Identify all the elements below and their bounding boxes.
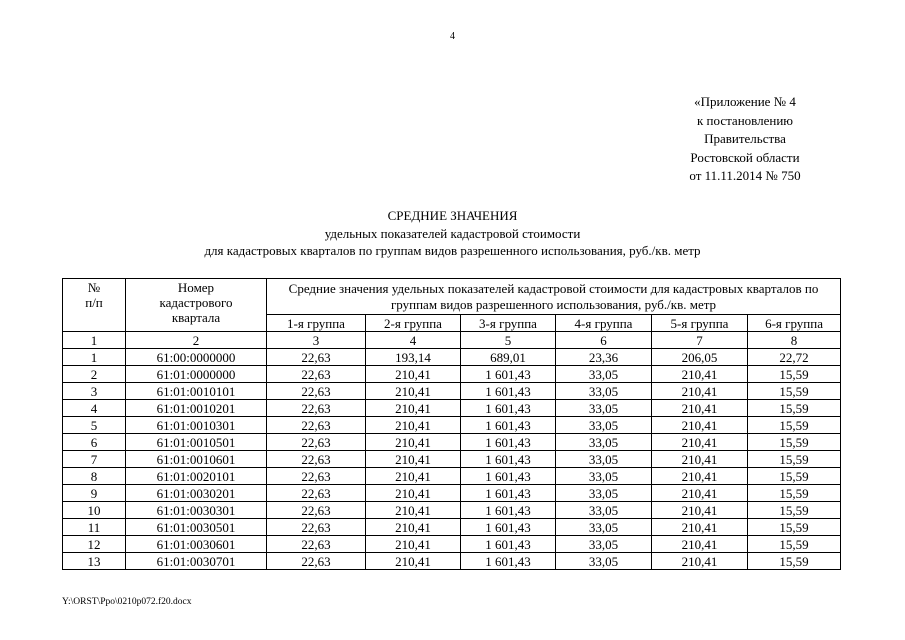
column-number: 6 <box>556 332 652 349</box>
table-row <box>63 349 841 366</box>
cell-quarter-number: 61:01:0010301 <box>126 417 267 434</box>
cell-group-2-value: 210,41 <box>366 553 461 570</box>
cell-group-5-value: 210,41 <box>652 383 748 400</box>
title-subtitle: удельных показателей кадастровой стоимости <box>324 225 581 241</box>
header-text: Номер <box>177 280 215 295</box>
header-group: 2-я группа <box>366 315 461 332</box>
cell-group-3-value: 1 601,43 <box>461 519 556 536</box>
title-main: СРЕДНИЕ ЗНАЧЕНИЯ <box>387 208 518 223</box>
cell-group-3-value: 689,01 <box>461 349 556 366</box>
cell-group-2-value: 210,41 <box>366 519 461 536</box>
cell-group-3-value: 1 601,43 <box>461 553 556 570</box>
cell-group-4-value: 33,05 <box>556 434 652 451</box>
cell-group-6-value: 22,72 <box>748 349 841 366</box>
column-number: 1 <box>63 332 126 349</box>
header-text: кадастрового <box>159 295 233 310</box>
cell-quarter-number: 61:01:0020101 <box>126 468 267 485</box>
cell-group-5-value: 210,41 <box>652 400 748 417</box>
cell-group-6-value: 15,59 <box>748 502 841 519</box>
cell-group-6-value: 15,59 <box>748 536 841 553</box>
cell-row-number: 11 <box>63 519 126 536</box>
cell-row-number: 8 <box>63 468 126 485</box>
cell-row-number: 10 <box>63 502 126 519</box>
table-header <box>63 279 841 349</box>
cell-group-2-value: 210,41 <box>366 383 461 400</box>
column-number: 3 <box>267 332 366 349</box>
appendix-line: Ростовской области <box>690 149 800 165</box>
table-row <box>63 485 841 502</box>
cell-row-number: 7 <box>63 451 126 468</box>
header-text: п/п <box>85 295 103 310</box>
cell-group-3-value: 1 601,43 <box>461 400 556 417</box>
cell-group-6-value: 15,59 <box>748 383 841 400</box>
cell-group-2-value: 210,41 <box>366 485 461 502</box>
cell-group-5-value: 210,41 <box>652 536 748 553</box>
cell-group-5-value: 210,41 <box>652 417 748 434</box>
header-text: квартала <box>171 310 221 325</box>
cell-group-3-value: 1 601,43 <box>461 434 556 451</box>
cell-group-2-value: 193,14 <box>366 349 461 366</box>
cadastral-values-table <box>62 278 841 570</box>
cell-group-3-value: 1 601,43 <box>461 366 556 383</box>
cell-row-number: 4 <box>63 400 126 417</box>
cell-quarter-number: 61:01:0010501 <box>126 434 267 451</box>
cell-group-3-value: 1 601,43 <box>461 451 556 468</box>
table-row <box>63 536 841 553</box>
cell-group-6-value: 15,59 <box>748 468 841 485</box>
cell-group-4-value: 33,05 <box>556 553 652 570</box>
cell-group-5-value: 210,41 <box>652 519 748 536</box>
cell-group-1-value: 22,63 <box>267 536 366 553</box>
header-group: 3-я группа <box>461 315 556 332</box>
cell-group-5-value: 210,41 <box>652 553 748 570</box>
cell-quarter-number: 61:01:0030701 <box>126 553 267 570</box>
cell-group-5-value: 206,05 <box>652 349 748 366</box>
cell-group-3-value: 1 601,43 <box>461 417 556 434</box>
header-group: 5-я группа <box>652 315 748 332</box>
cell-group-1-value: 22,63 <box>267 553 366 570</box>
cell-group-4-value: 33,05 <box>556 417 652 434</box>
cell-group-1-value: 22,63 <box>267 366 366 383</box>
document-title <box>0 207 905 260</box>
table-row <box>63 434 841 451</box>
cell-group-3-value: 1 601,43 <box>461 485 556 502</box>
cell-group-1-value: 22,63 <box>267 485 366 502</box>
header-quarter-number <box>126 279 267 332</box>
cell-group-1-value: 22,63 <box>267 519 366 536</box>
cell-group-5-value: 210,41 <box>652 468 748 485</box>
cell-row-number: 13 <box>63 553 126 570</box>
cell-group-5-value: 210,41 <box>652 485 748 502</box>
column-number: 2 <box>126 332 267 349</box>
cell-group-2-value: 210,41 <box>366 366 461 383</box>
table-row <box>63 400 841 417</box>
cell-group-4-value: 33,05 <box>556 502 652 519</box>
appendix-line: к постановлению <box>696 112 794 128</box>
cell-group-1-value: 22,63 <box>267 417 366 434</box>
cell-group-5-value: 210,41 <box>652 434 748 451</box>
cell-group-5-value: 210,41 <box>652 502 748 519</box>
table-row <box>63 417 841 434</box>
header-group: 4-я группа <box>556 315 652 332</box>
table-row <box>63 451 841 468</box>
appendix-reference <box>660 93 830 186</box>
appendix-line: Правительства <box>704 131 786 147</box>
header-group: 1-я группа <box>267 315 366 332</box>
column-number: 5 <box>461 332 556 349</box>
cell-group-3-value: 1 601,43 <box>461 468 556 485</box>
cell-group-3-value: 1 601,43 <box>461 502 556 519</box>
cell-group-6-value: 15,59 <box>748 519 841 536</box>
cell-group-2-value: 210,41 <box>366 417 461 434</box>
cell-group-3-value: 1 601,43 <box>461 383 556 400</box>
header-text: № <box>87 280 101 295</box>
column-number: 4 <box>366 332 461 349</box>
page-number: 4 <box>450 31 455 42</box>
cell-group-4-value: 33,05 <box>556 366 652 383</box>
cell-quarter-number: 61:01:0030601 <box>126 536 267 553</box>
cell-group-1-value: 22,63 <box>267 468 366 485</box>
cell-group-1-value: 22,63 <box>267 434 366 451</box>
cell-quarter-number: 61:01:0030301 <box>126 502 267 519</box>
cell-quarter-number: 61:01:0030201 <box>126 485 267 502</box>
cell-group-5-value: 210,41 <box>652 366 748 383</box>
cell-row-number: 12 <box>63 536 126 553</box>
table-row <box>63 519 841 536</box>
cell-group-1-value: 22,63 <box>267 349 366 366</box>
cell-row-number: 5 <box>63 417 126 434</box>
cell-group-2-value: 210,41 <box>366 502 461 519</box>
cell-group-6-value: 15,59 <box>748 366 841 383</box>
table-row <box>63 383 841 400</box>
header-row-number <box>63 279 126 332</box>
cell-row-number: 1 <box>63 349 126 366</box>
cell-group-4-value: 33,05 <box>556 383 652 400</box>
column-number: 7 <box>652 332 748 349</box>
cell-group-6-value: 15,59 <box>748 485 841 502</box>
table-body <box>63 349 841 570</box>
appendix-line: от 11.11.2014 № 750 <box>689 168 801 184</box>
cell-group-4-value: 33,05 <box>556 400 652 417</box>
cell-quarter-number: 61:01:0030501 <box>126 519 267 536</box>
table-row <box>63 468 841 485</box>
cell-group-6-value: 15,59 <box>748 400 841 417</box>
cell-group-6-value: 15,59 <box>748 451 841 468</box>
table-row <box>63 553 841 570</box>
cell-group-1-value: 22,63 <box>267 451 366 468</box>
cell-group-6-value: 15,59 <box>748 434 841 451</box>
title-subtitle: для кадастровых кварталов по группам видов разрешенного использования, руб./кв. метр <box>204 243 701 258</box>
cell-group-2-value: 210,41 <box>366 536 461 553</box>
cell-group-5-value: 210,41 <box>652 451 748 468</box>
cell-group-4-value: 33,05 <box>556 536 652 553</box>
cell-quarter-number: 61:01:0010201 <box>126 400 267 417</box>
cell-row-number: 3 <box>63 383 126 400</box>
cell-group-4-value: 33,05 <box>556 451 652 468</box>
cell-group-2-value: 210,41 <box>366 400 461 417</box>
cell-quarter-number: 61:01:0010601 <box>126 451 267 468</box>
appendix-line: «Приложение № 4 <box>694 94 796 109</box>
table-row <box>63 502 841 519</box>
cell-group-6-value: 15,59 <box>748 417 841 434</box>
cell-group-4-value: 23,36 <box>556 349 652 366</box>
cell-row-number: 6 <box>63 434 126 451</box>
column-number: 8 <box>748 332 841 349</box>
cell-quarter-number: 61:01:0010101 <box>126 383 267 400</box>
cell-group-6-value: 15,59 <box>748 553 841 570</box>
header-group: 6-я группа <box>748 315 841 332</box>
cell-group-1-value: 22,63 <box>267 383 366 400</box>
cell-group-2-value: 210,41 <box>366 468 461 485</box>
cell-row-number: 9 <box>63 485 126 502</box>
cell-row-number: 2 <box>63 366 126 383</box>
cell-group-4-value: 33,05 <box>556 519 652 536</box>
table-row <box>63 366 841 383</box>
cell-group-4-value: 33,05 <box>556 468 652 485</box>
cell-group-2-value: 210,41 <box>366 451 461 468</box>
cell-group-3-value: 1 601,43 <box>461 536 556 553</box>
file-path: Y:\ORST\Ppo\0210p072.f20.docx <box>62 597 192 607</box>
cell-group-4-value: 33,05 <box>556 485 652 502</box>
cell-group-1-value: 22,63 <box>267 400 366 417</box>
header-groups-title: Средние значения удельных показателей кадастровой стоимости для кадастровых кварталов по группам видов разрешенного использования, руб./кв. метр <box>267 279 841 315</box>
cell-quarter-number: 61:00:0000000 <box>126 349 267 366</box>
cell-group-2-value: 210,41 <box>366 434 461 451</box>
cell-group-1-value: 22,63 <box>267 502 366 519</box>
column-number-row <box>63 332 841 349</box>
cell-quarter-number: 61:01:0000000 <box>126 366 267 383</box>
